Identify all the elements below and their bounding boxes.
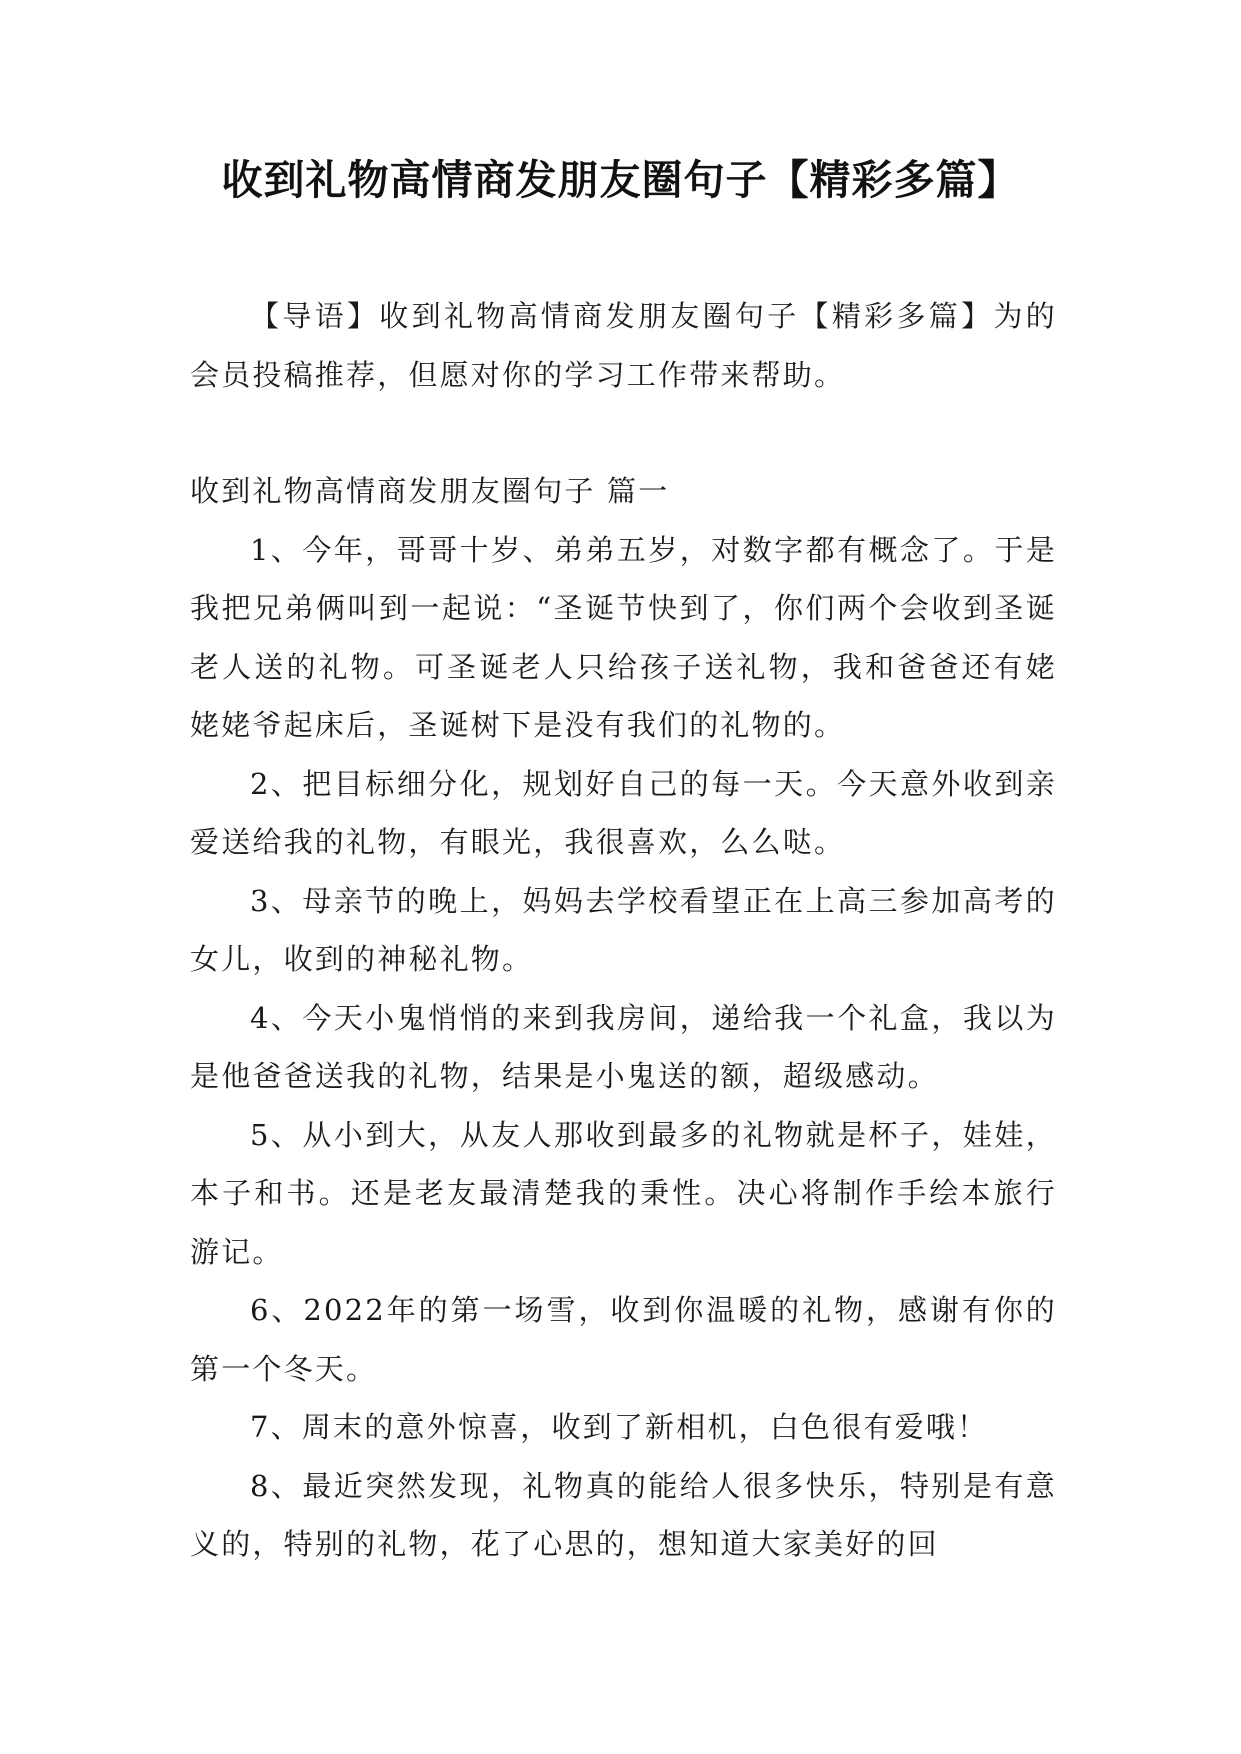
list-item: 3、母亲节的晚上，妈妈去学校看望正在上高三参加高考的女儿，收到的神秘礼物。 bbox=[190, 883, 1057, 976]
list-item: 2、把目标细分化，规划好自己的每一天。今天意外收到亲爱送给我的礼物，有眼光，我很喜欢，么么哒。 bbox=[190, 766, 1057, 859]
section-heading: 收到礼物高情商发朋友圈句子 篇一 bbox=[190, 474, 670, 508]
list-item: 8、最近突然发现，礼物真的能给人很多快乐，特别是有意义的，特别的礼物，花了心思的，想知道大家美好的回 bbox=[190, 1468, 1057, 1561]
document-body bbox=[190, 287, 1057, 1574]
spacer bbox=[190, 404, 1057, 462]
list-item: 1、今年，哥哥十岁、弟弟五岁，对数字都有概念了。于是我把兄弟俩叫到一起说：“圣诞节快到了，你们两个会收到圣诞老人送的礼物。可圣诞老人只给孩子送礼物，我和爸爸还有姥姥姥爷起床后，圣诞树下是没有我们的礼物的。 bbox=[190, 532, 1057, 742]
document-title: 收到礼物高情商发朋友圈句子【精彩多篇】 bbox=[221, 156, 1020, 204]
list-item: 7、周末的意外惊喜，收到了新相机，白色很有爱哦！ bbox=[250, 1410, 989, 1444]
list-item: 5、从小到大，从友人那收到最多的礼物就是杯子，娃娃，本子和书。还是老友最清楚我的秉性。决心将制作手绘本旅行游记。 bbox=[190, 1117, 1057, 1269]
list-item: 4、今天小鬼悄悄的来到我房间，递给我一个礼盒，我以为是他爸爸送我的礼物，结果是小鬼送的额，超级感动。 bbox=[190, 1000, 1057, 1093]
list-item: 6、2022年的第一场雪，收到你温暖的礼物，感谢有你的第一个冬天。 bbox=[190, 1293, 1057, 1386]
intro-paragraph: 【导语】收到礼物高情商发朋友圈句子【精彩多篇】为的会员投稿推荐，但愿对你的学习工作带来帮助。 bbox=[190, 299, 1057, 392]
